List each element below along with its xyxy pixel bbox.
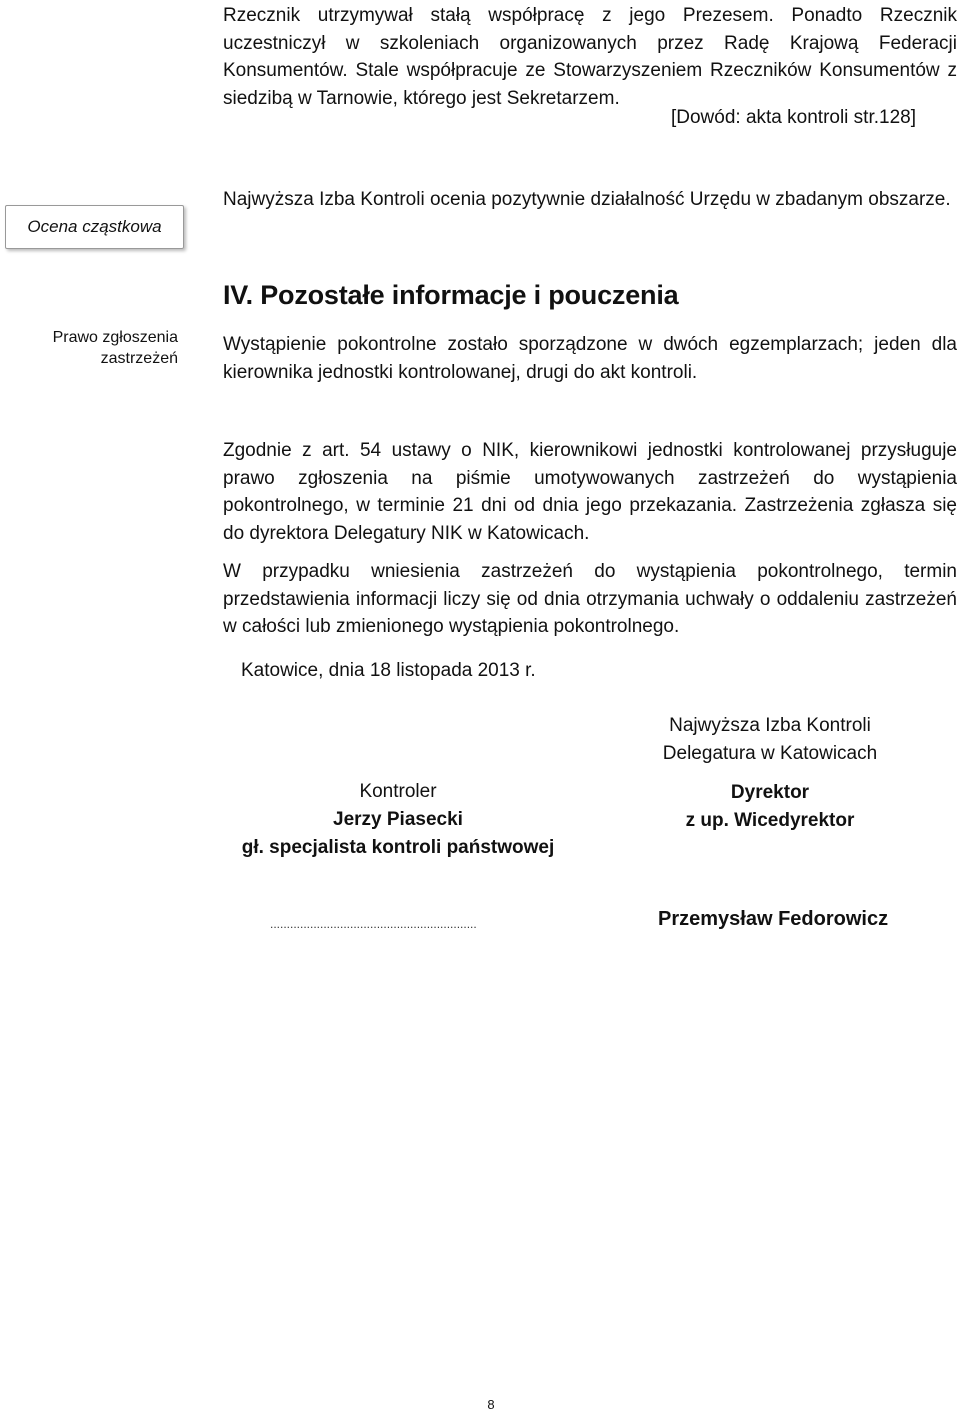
section-heading: IV. Pozostałe informacje i pouczenia [223, 280, 679, 310]
partial-assessment-label [5, 205, 184, 249]
controller-role: Kontroler [359, 781, 437, 802]
right-to-object-label: Prawo zgłoszenia zastrzeżeń [52, 329, 178, 367]
signature-block-controller [223, 778, 573, 862]
controller-name: Jerzy Piasecki [333, 809, 463, 830]
section-paragraph-copies: Wystąpienie pokontrolne zostało sporządzone w dwóch egzemplarzach; jeden dla kierownika jednostki kontrolowanej, drugi do akt kontroli. [223, 334, 957, 383]
director-name: Przemysław Fedorowicz [658, 908, 889, 930]
institution-branch: Delegatura w Katowicach [662, 743, 878, 764]
evidence-reference: [Dowód: akta kontroli str.128] [670, 107, 916, 128]
deputy-role: z up. Wicedyrektor [685, 810, 855, 831]
partial-assessment-label-text: Ocena cząstkowa [27, 217, 162, 236]
partial-assessment-text: Najwyższa Izba Kontroli ocenia pozytywnie działalność Urzędu w zbadanym obszarze. [223, 189, 951, 210]
section-paragraph-deadline: W przypadku wniesienia zastrzeżeń do wystąpienia pokontrolnego, termin przedstawienia informacji liczy się od dnia otrzymania uchwały o oddaleniu zastrzeżeń w całości lub zmienionego wystąpienia pokontrolnego. [223, 561, 957, 637]
controller-title: gł. specjalista kontroli państwowej [241, 837, 555, 858]
page-number: 8 [487, 1397, 495, 1412]
signature-dotted-line: .............................................................. [270, 917, 477, 931]
director-role: Dyrektor [730, 782, 810, 803]
signature-block-director [620, 712, 920, 835]
section-paragraph-objections: Zgodnie z art. 54 ustawy o NIK, kierownikowi jednostki kontrolowanej przysługuje prawo zgłoszenia na piśmie umotywowanych zastrzeżeń do wystąpienia pokontrolnego, w terminie 21 dni od dnia jego przekazania. Zastrzeżenia zgłasza się do dyrektora Delegatury NIK w Katowicach. [223, 440, 957, 544]
place-and-date: Katowice, dnia 18 listopada 2013 r. [241, 660, 536, 681]
intro-paragraph: Rzecznik utrzymywał stałą współpracę z jego Prezesem. Ponadto Rzecznik uczestniczył w szkoleniach organizowanych przez Radę Krajową Federacji Konsumentów. Stale współpracuje ze Stowarzyszeniem Rzeczników Konsumentów z siedzibą w Tarnowie, którego jest Sekretarzem. [223, 5, 957, 109]
institution-name: Najwyższa Izba Kontroli [669, 715, 871, 736]
